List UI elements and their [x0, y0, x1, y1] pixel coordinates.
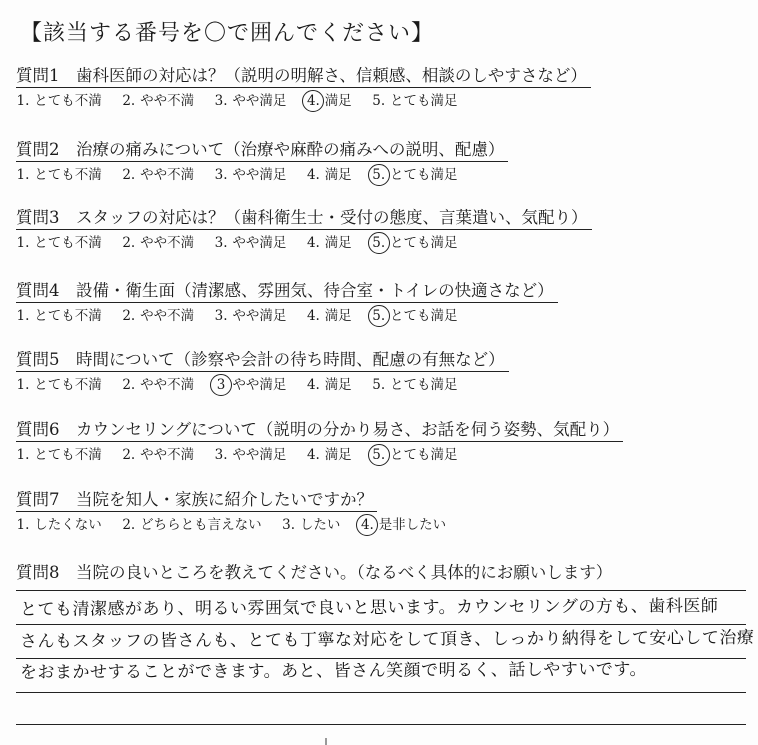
rating-option[interactable] [16, 91, 102, 111]
rating-option[interactable] [122, 515, 262, 535]
handwritten-answer-line: さんもスタッフの皆さんも、とても丁寧な対応をして頂き、しっかり納得をして安心して治療 [19, 628, 755, 652]
option-label: 是非したい [378, 517, 447, 533]
rating-option[interactable] [372, 91, 458, 111]
option-label: やや満足 [232, 167, 287, 183]
option-number: 3. [282, 517, 296, 533]
option-number: 4. [306, 308, 320, 324]
rating-option[interactable] [16, 165, 102, 185]
option-label: やや不満 [140, 447, 195, 463]
option-number: 3 [214, 375, 228, 395]
option-label: 満足 [324, 93, 352, 109]
rating-options [16, 445, 746, 465]
option-label: とても不満 [34, 167, 102, 183]
answer-line-5 [16, 724, 746, 725]
option-label: どちらとも言えない [140, 517, 262, 533]
question-title: 質問2 治療の痛みについて（治療や麻酔の痛みへの説明、配慮） [16, 139, 508, 162]
option-number: 2. [122, 447, 136, 463]
option-number: 2. [122, 308, 136, 324]
option-number: 1. [16, 377, 30, 393]
rating-option[interactable] [306, 233, 351, 253]
option-label: とても不満 [34, 93, 102, 109]
answer-line-4 [16, 692, 746, 693]
option-number: 2. [122, 377, 136, 393]
rating-option[interactable] [306, 445, 351, 465]
option-number: 5. [372, 447, 386, 463]
question-title: 質問7 当院を知人・家族に紹介したいですか？ [16, 489, 377, 512]
rating-option-circled[interactable] [372, 445, 458, 465]
option-label: 満足 [324, 447, 352, 463]
rating-option[interactable] [122, 233, 194, 253]
option-number: 3. [214, 235, 228, 251]
option-label: とても満足 [389, 167, 458, 183]
rating-option[interactable] [16, 233, 102, 253]
question-7 [16, 489, 746, 535]
rating-option[interactable] [306, 165, 351, 185]
question-title: 質問8 当院の良いところを教えてください。（なるべく具体的にお願いします） [16, 563, 613, 582]
handwritten-answer-line: とても清潔感があり、明るい雰囲気で良いと思います。カウンセリングの方も、歯科医師 [19, 596, 719, 620]
rating-option[interactable] [122, 375, 194, 395]
question-5 [16, 349, 746, 395]
option-label: 満足 [324, 308, 352, 324]
option-number: 2. [122, 517, 136, 533]
option-label: やや不満 [140, 167, 195, 183]
option-label: とても満足 [389, 377, 458, 393]
option-number: 4. [306, 93, 320, 109]
option-label: とても不満 [34, 447, 102, 463]
option-label: やや満足 [232, 377, 287, 393]
option-label: とても満足 [389, 447, 458, 463]
option-label: やや不満 [140, 308, 195, 324]
rating-options [16, 233, 746, 253]
form-heading: 【該当する番号を〇で囲んでください】 [20, 21, 435, 46]
rating-option[interactable] [122, 445, 194, 465]
rating-options [16, 165, 746, 185]
rating-option[interactable] [372, 375, 458, 395]
rating-option[interactable] [282, 515, 341, 535]
option-label: とても不満 [34, 377, 102, 393]
option-number: 2. [122, 235, 136, 251]
rating-option[interactable] [214, 445, 286, 465]
rating-option-circled[interactable] [372, 306, 458, 326]
option-number: 3. [214, 167, 228, 183]
rating-option-circled[interactable] [214, 375, 286, 395]
option-label: とても満足 [389, 308, 458, 324]
option-number: 5. [372, 377, 386, 393]
scan-mark [325, 738, 327, 745]
rating-options [16, 375, 746, 395]
rating-option-circled[interactable] [372, 165, 458, 185]
question-8 [16, 562, 746, 584]
rating-option[interactable] [214, 306, 286, 326]
option-label: とても不満 [34, 308, 102, 324]
rating-option[interactable] [16, 375, 102, 395]
rating-option[interactable] [306, 306, 351, 326]
question-3 [16, 207, 746, 253]
option-label: やや不満 [140, 377, 195, 393]
option-label: とても満足 [389, 235, 458, 251]
option-number: 1. [16, 447, 30, 463]
rating-option[interactable] [214, 91, 286, 111]
rating-options [16, 91, 746, 111]
question-title: 質問6 カウンセリングについて（説明の分かり易さ、お話を伺う姿勢、気配り） [16, 419, 623, 442]
option-number: 5. [372, 93, 386, 109]
question-title: 質問3 スタッフの対応は？（歯科衛生士・受付の態度、言葉遣い、気配り） [16, 207, 592, 230]
question-1 [16, 65, 746, 111]
rating-option[interactable] [122, 91, 194, 111]
option-number: 1. [16, 167, 30, 183]
option-label: 満足 [324, 235, 352, 251]
option-label: 満足 [324, 167, 352, 183]
option-label: やや満足 [232, 308, 287, 324]
option-number: 4. [306, 167, 320, 183]
question-4 [16, 280, 746, 326]
rating-options [16, 515, 746, 535]
option-number: 4. [306, 235, 320, 251]
rating-option-circled[interactable] [306, 91, 351, 111]
option-number: 1. [16, 308, 30, 324]
option-number: 4. [360, 517, 374, 533]
option-label: やや不満 [140, 93, 195, 109]
rating-option[interactable] [16, 445, 102, 465]
question-title: 質問5 時間について（診察や会計の待ち時間、配慮の有無など） [16, 349, 509, 372]
option-label: 満足 [324, 377, 352, 393]
option-number: 3. [214, 308, 228, 324]
option-number: 5. [372, 235, 386, 251]
option-number: 5. [372, 308, 386, 324]
option-label: やや不満 [140, 235, 195, 251]
option-label: とても不満 [34, 235, 102, 251]
option-number: 4. [306, 377, 320, 393]
option-number: 1. [16, 93, 30, 109]
option-label: やや満足 [232, 235, 287, 251]
rating-option-circled[interactable] [372, 233, 458, 253]
rating-option[interactable] [16, 306, 102, 326]
option-number: 2. [122, 167, 136, 183]
rating-option[interactable] [122, 165, 194, 185]
option-number: 2. [122, 93, 136, 109]
question-2 [16, 139, 746, 185]
question-6 [16, 419, 746, 465]
option-label: やや満足 [232, 447, 287, 463]
rating-option[interactable] [214, 165, 286, 185]
rating-option[interactable] [16, 515, 102, 535]
option-number: 1. [16, 235, 30, 251]
option-label: したい [299, 517, 341, 533]
option-number: 5. [372, 167, 386, 183]
option-number: 3. [214, 447, 228, 463]
option-number: 3. [214, 93, 228, 109]
question-title: 質問1 歯科医師の対応は？（説明の明解さ、信頼感、相談のしやすさなど） [16, 65, 591, 88]
option-label: とても満足 [389, 93, 458, 109]
rating-option[interactable] [214, 233, 286, 253]
rating-options [16, 306, 746, 326]
rating-option[interactable] [306, 375, 351, 395]
rating-option[interactable] [122, 306, 194, 326]
option-number: 1. [16, 517, 30, 533]
question-title: 質問4 設備・衛生面（清潔感、雰囲気、待合室・トイレの快適さなど） [16, 280, 558, 303]
option-label: やや満足 [232, 93, 287, 109]
option-label: したくない [34, 517, 102, 533]
option-number: 4. [306, 447, 320, 463]
rating-option-circled[interactable] [360, 515, 446, 535]
handwritten-answer-line: をおまかせすることができます。あと、皆さん笑顔で明るく、話しやすいです。 [19, 659, 648, 683]
